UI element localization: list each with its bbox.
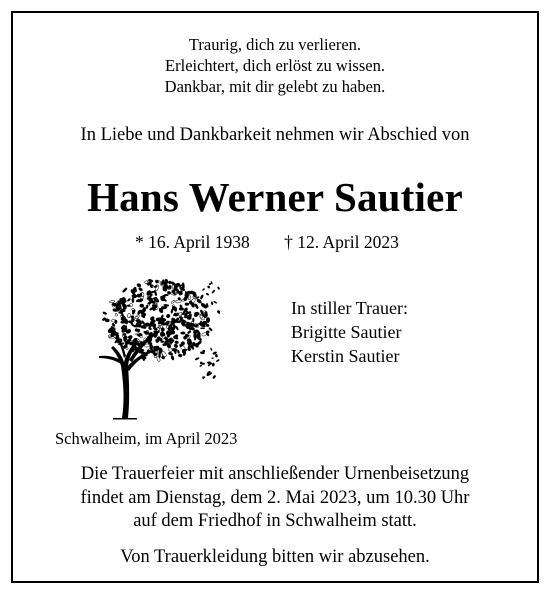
death-date: † 12. April 2023 (284, 232, 399, 252)
poem-line-2: Erleichtert, dich erlöst zu wissen. (165, 56, 385, 75)
ceremony-info (13, 463, 537, 534)
place-and-date: Schwalheim, im April 2023 (55, 429, 238, 448)
wind-blown-tree-icon (85, 268, 220, 420)
intro-text: In Liebe und Dankbarkeit nehmen wir Abschied von (80, 125, 470, 145)
mourners-heading: In stiller Trauer: (291, 298, 408, 318)
life-dates (135, 231, 399, 253)
mourners-block (291, 296, 408, 368)
birth-date: * 16. April 1938 (135, 232, 250, 252)
tree-foliage (102, 279, 220, 380)
ceremony-line-2: findet am Dienstag, dem 2. Mai 2023, um 10.30 Uhr (80, 487, 470, 508)
poem (13, 34, 537, 97)
deceased-name: Hans Werner Sautier (87, 174, 463, 220)
mourner-name: Brigitte Sautier (291, 322, 402, 342)
poem-line-3: Dankbar, mit dir gelebt zu haben. (164, 77, 386, 96)
ceremony-line-3: auf dem Friedhof in Schwalheim statt. (133, 511, 417, 531)
ceremony-line-1: Die Trauerfeier mit anschließender Urnenbeisetzung (80, 464, 470, 484)
obituary-notice (11, 11, 539, 583)
mourner-name: Kerstin Sautier (291, 346, 400, 366)
clothing-request: Von Trauerkleidung bitten wir abzusehen. (120, 547, 430, 567)
poem-line-1: Traurig, dich zu verlieren. (188, 35, 362, 54)
